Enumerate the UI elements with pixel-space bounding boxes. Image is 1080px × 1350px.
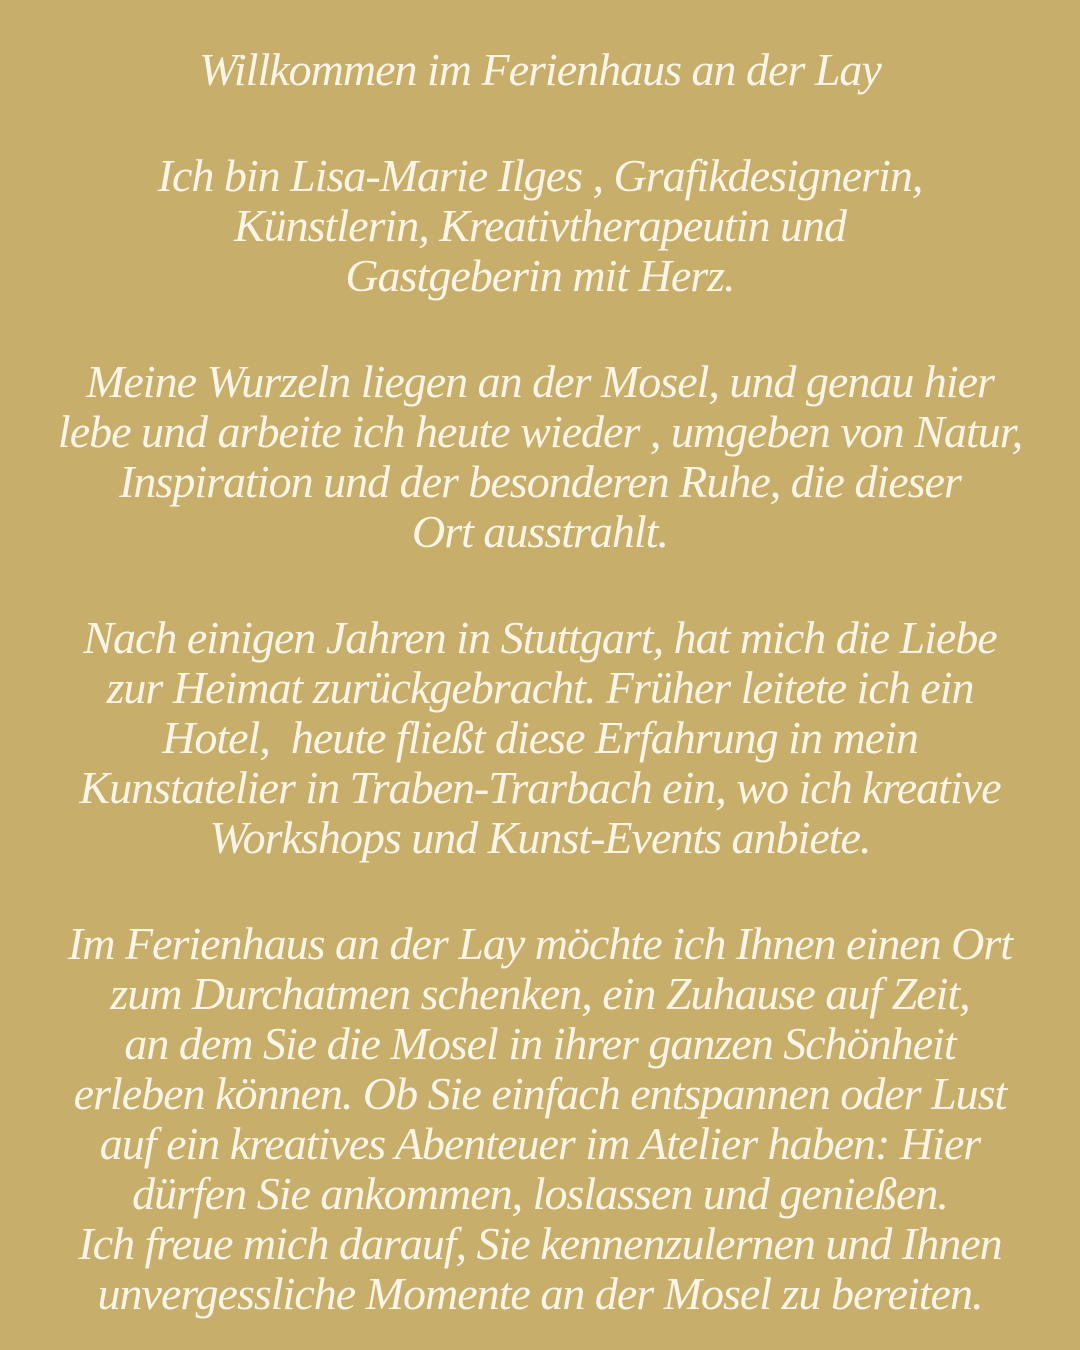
paragraph-line: Ich freue mich darauf, Sie kennenzulernen und Ihnen bbox=[78, 1218, 1002, 1269]
paragraph-line: Meine Wurzeln liegen an der Mosel, und genau hier bbox=[86, 356, 994, 407]
roots-paragraph bbox=[0, 357, 1080, 557]
paragraph-line: Ort ausstrahlt. bbox=[412, 506, 668, 557]
intro-paragraph bbox=[0, 151, 1080, 301]
paragraph-line: Künstlerin, Kreativtherapeutin und bbox=[233, 200, 847, 251]
paragraph-line: erleben können. Ob Sie einfach entspannen oder Lust bbox=[73, 1068, 1007, 1119]
career-paragraph bbox=[0, 613, 1080, 863]
paragraph-line: zur Heimat zurückgebracht. Früher leitete ich ein bbox=[106, 662, 974, 713]
paragraph-line: zum Durchatmen schenken, ein Zuhause auf Zeit, bbox=[110, 968, 970, 1019]
page-title: Willkommen im Ferienhaus an der Lay bbox=[199, 44, 881, 95]
paragraph-line: auf ein kreatives Abenteuer im Atelier haben: Hier bbox=[99, 1118, 981, 1169]
paragraph-line: Inspiration und der besonderen Ruhe, die dieser bbox=[119, 456, 961, 507]
paragraph-line: Workshops und Kunst-Events anbiete. bbox=[209, 812, 871, 863]
paragraph-line: Gastgeberin mit Herz. bbox=[345, 250, 735, 301]
paragraph-line: Hotel, heute fließt diese Erfahrung in mein bbox=[162, 712, 918, 763]
paragraph-line: Im Ferienhaus an der Lay möchte ich Ihnen einen Ort bbox=[67, 918, 1013, 969]
paragraph-line: unvergessliche Momente an der Mosel zu bereiten. bbox=[97, 1268, 983, 1319]
paragraph-line: lebe und arbeite ich heute wieder , umgeben von Natur, bbox=[57, 406, 1023, 457]
paragraph-line: Ich bin Lisa-Marie Ilges , Grafikdesignerin, bbox=[157, 150, 923, 201]
paragraph-line: Nach einigen Jahren in Stuttgart, hat mich die Liebe bbox=[83, 612, 997, 663]
paragraph-line: dürfen Sie ankommen, loslassen und genießen. bbox=[132, 1168, 948, 1219]
paragraph-line: an dem Sie die Mosel in ihrer ganzen Schönheit bbox=[124, 1018, 956, 1069]
paragraph-line: Kunstatelier in Traben-Trarbach ein, wo ich kreative bbox=[79, 762, 1001, 813]
invitation-paragraph bbox=[0, 919, 1080, 1319]
